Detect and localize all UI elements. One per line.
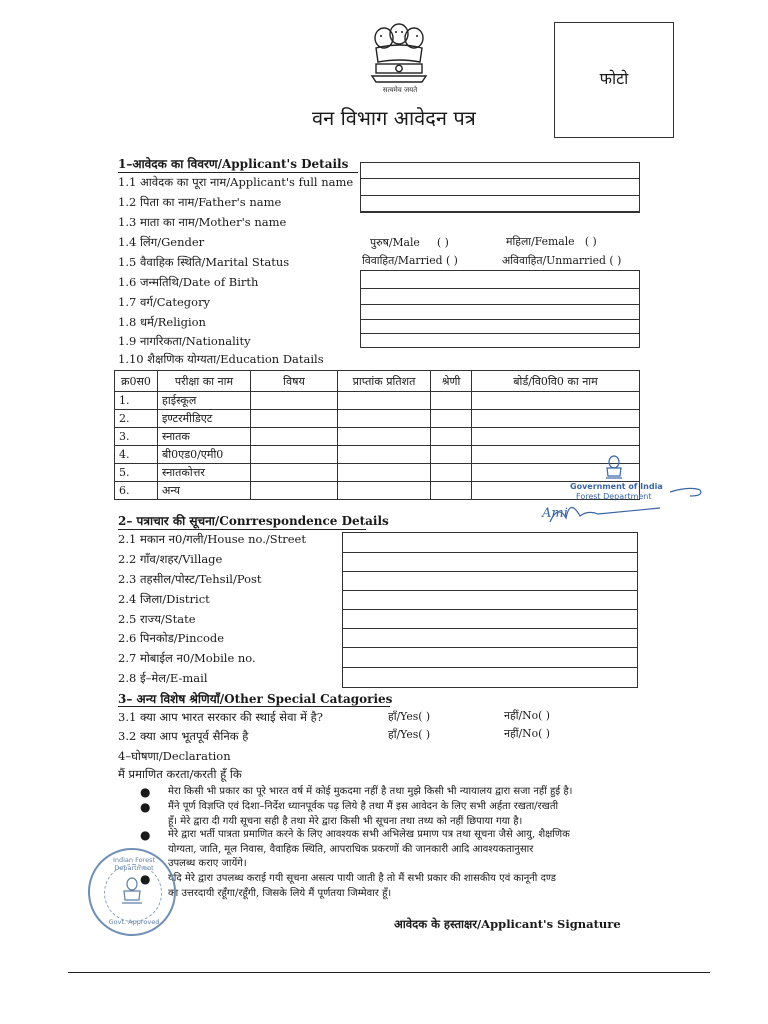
- col-exam: परीक्षा का नाम: [158, 371, 251, 392]
- stamp-signature: Ami: [542, 506, 568, 521]
- section3-title: 3– अन्य विशेष श्रेणियाँ/Other Special Catagories: [118, 692, 393, 706]
- declaration-bullet-3: ● मेरे द्वारा भर्ती पात्रता प्रमाणित करने के लिए आवश्यक सभी अभिलेख प्रमाण पत्र तथा सूचना जैसे आयु, शैक्षणिक योग्यता, जाति, मूल निवास, वैवाहिक स्थिति, आपराधिक प्रकरणों की जानकारी आदि आवश्यकतानुसार उपलब्ध कराए जायेंगे।: [140, 828, 570, 869]
- field-education-label: 1.10 शैक्षणिक योग्यता/Education Datails: [118, 352, 324, 366]
- col-sno: क्र0स0: [115, 371, 158, 392]
- field-tehsil-label: 2.3 तहसील/पोस्ट/Tehsil/Post: [118, 572, 262, 586]
- field-pincode-label: 2.6 पिनकोड/Pincode: [118, 631, 225, 645]
- ex-serviceman-yes[interactable]: हाँ/Yes( ): [388, 728, 431, 741]
- col-subject: विषय: [251, 371, 338, 392]
- declaration-bullet-2: ● मैंने पूर्ण विज्ञप्ति एवं दिशा–निर्देश ध्यानपूर्वक पढ़ लिये है तथा मैं इस आवेदन के लिए सभी अर्हता रखता/रखती हूँ। मेरे द्वारा दी गयी सूचना सही है तथा मेरे द्वारा किसी भी सूचना तथा तथ्य को नहीं छिपाया गया है।: [140, 800, 559, 827]
- section1-title: 1–आवेदक का विवरण/Applicant's Details: [118, 157, 349, 171]
- photo-box[interactable]: [554, 22, 674, 138]
- stamp-line2: Forest Department: [576, 492, 652, 501]
- question-govt-service: 3.1 क्या आप भारत सरकार की स्थाई सेवा में है?: [118, 710, 323, 724]
- stamp-line1: Government of India: [570, 482, 663, 491]
- seal-subtext: Govt. Approved: [108, 918, 160, 926]
- table-row[interactable]: 6. अन्य: [115, 482, 640, 500]
- field-mobile-label: 2.7 मोबाईल न0/Mobile no.: [118, 651, 256, 665]
- col-board: बोर्ड/वि0वि0 का नाम: [472, 371, 640, 392]
- section3-underline: [118, 706, 390, 707]
- field-religion-label: 1.8 धर्म/Religion: [118, 315, 206, 329]
- field-full-name-label: 1.1 आवेदक का पूरा नाम/Applicant's full name: [118, 175, 354, 189]
- table-row[interactable]: 5. स्नातकोत्तर: [115, 464, 640, 482]
- field-village-label: 2.2 गाँव/शहर/Village: [118, 552, 223, 566]
- table-row[interactable]: 2. इण्टरमीडिएट: [115, 410, 640, 428]
- applicant-signature-label: आवेदक के हस्ताक्षर/Applicant's Signature: [394, 917, 621, 931]
- education-table-header: [115, 371, 640, 392]
- field-category-label: 1.7 वर्ग/Category: [118, 295, 211, 309]
- gender-male-option[interactable]: पुरुष/Male ( ): [370, 236, 449, 249]
- footer-divider: [68, 972, 710, 973]
- col-division: श्रेणी: [431, 371, 472, 392]
- field-house-label: 2.1 मकान न0/गली/House no./Street: [118, 532, 306, 546]
- gender-female-option[interactable]: महिला/Female ( ): [506, 235, 597, 248]
- govt-service-yes[interactable]: हाँ/Yes( ): [388, 710, 431, 723]
- marital-unmarried-option[interactable]: अविवाहित/Unmarried ( ): [502, 254, 622, 267]
- page-title: वन विभाग आवेदन पत्र: [312, 106, 476, 130]
- section1-underline: [118, 172, 358, 173]
- name-input-group[interactable]: [360, 162, 640, 212]
- field-district-label: 2.4 जिला/District: [118, 592, 210, 606]
- personal-details-input-group[interactable]: [360, 270, 640, 348]
- ex-serviceman-no[interactable]: नहीं/No( ): [504, 727, 550, 740]
- field-gender-label: 1.4 लिंग/Gender: [118, 235, 205, 249]
- field-marital-label: 1.5 वैवाहिक स्थिति/Marital Status: [118, 255, 290, 269]
- declaration-intro: मैं प्रमाणित करता/करती हूँ कि: [118, 767, 242, 781]
- col-percentage: प्राप्तांक प्रतिशत: [338, 371, 431, 392]
- section2-title: 2– पत्राचार की सूचना/Conrrespondence Details: [118, 514, 389, 528]
- government-stamp: [540, 452, 710, 534]
- field-email-label: 2.8 ई–मेल/E-mail: [118, 671, 208, 685]
- field-nationality-label: 1.9 नागरिकता/Nationality: [118, 334, 251, 348]
- field-father-name-label: 1.2 पिता का नाम/Father's name: [118, 195, 282, 209]
- correspondence-input-group[interactable]: [342, 532, 638, 688]
- emblem-caption: सत्यमेव जयते: [382, 86, 418, 94]
- seal-text: Indian Forest Department: [112, 856, 156, 872]
- declaration-bullet-1: ● मेरा किसी भी प्रकार का पूरे भारत वर्ष में कोई मुकदमा नहीं है तथा मुझे किसी भी न्यायालय द्वारा सजा नहीं हुई है।: [140, 785, 573, 799]
- field-state-label: 2.5 राज्य/State: [118, 612, 196, 626]
- section4-title: 4–घोषणा/Declaration: [118, 749, 231, 763]
- table-row[interactable]: 1. हाईस्कूल: [115, 392, 640, 410]
- field-mother-name-label: 1.3 माता का नाम/Mother's name: [118, 215, 287, 229]
- table-row[interactable]: 4. बी0एड0/एमी0: [115, 446, 640, 464]
- question-ex-serviceman: 3.2 क्या आप भूतपूर्व सैनिक है: [118, 729, 249, 743]
- declaration-bullet-4: ● यदि मेरे द्वारा उपलब्ध कराई गयी सूचना असत्य पायी जाती है तो मैं सभी प्रकार की शासकीय एवं कानूनी दण्ड का उत्तरदायी रहूँगा/रहूँगी, जिसके लिये मैं पूर्णतया जिम्मेवार हूँ।: [140, 872, 556, 899]
- section2-underline: [118, 529, 366, 530]
- govt-service-no[interactable]: नहीं/No( ): [504, 709, 550, 722]
- photo-label: फोटो: [599, 69, 629, 88]
- table-row[interactable]: 3. स्नातक: [115, 428, 640, 446]
- mother-name-line[interactable]: [360, 212, 640, 213]
- forest-department-seal: [88, 848, 176, 936]
- marital-married-option[interactable]: विवाहित/Married ( ): [362, 254, 458, 267]
- field-dob-label: 1.6 जन्मतिथि/Date of Birth: [118, 275, 259, 289]
